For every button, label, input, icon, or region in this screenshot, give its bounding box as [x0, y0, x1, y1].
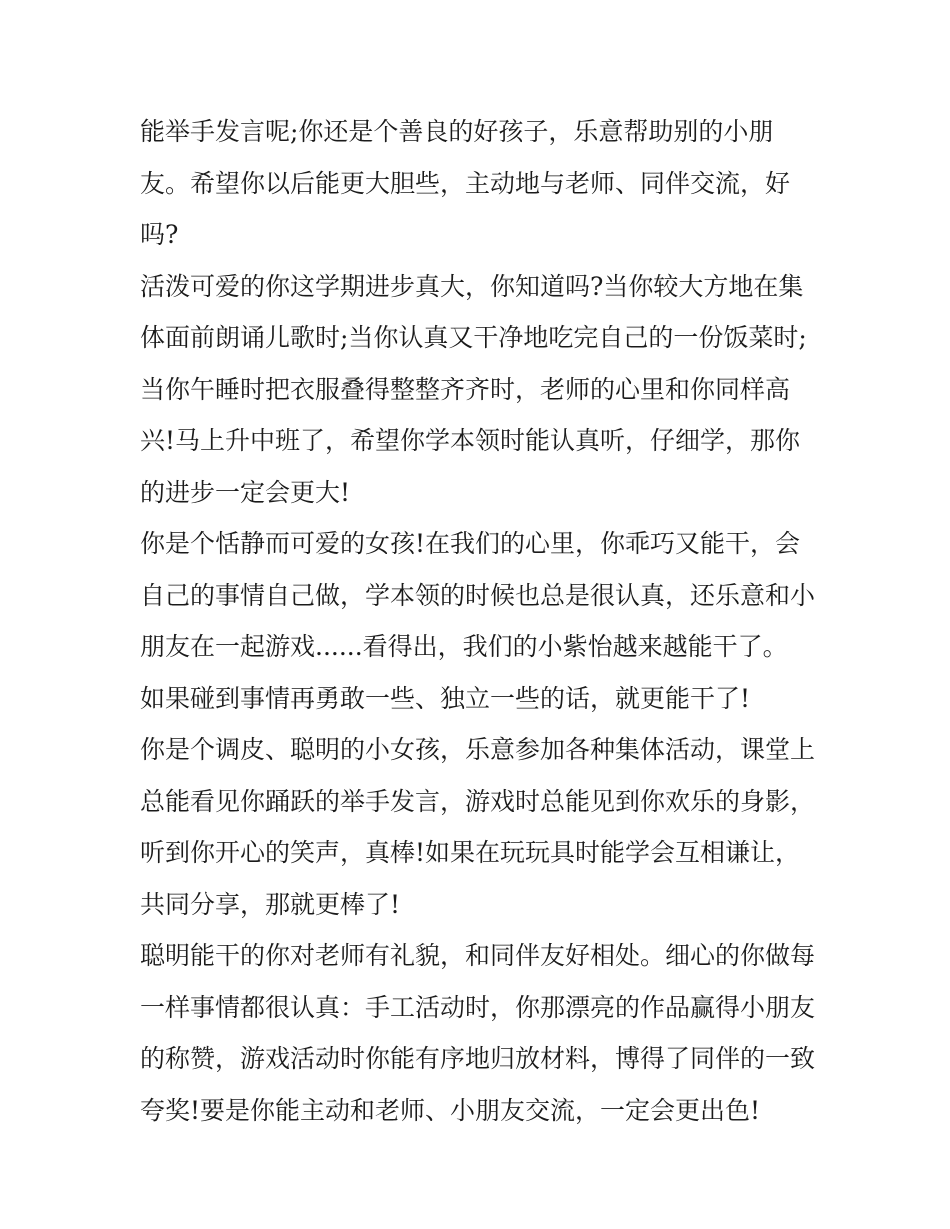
- text-line: 一样事情都很认真：手工活动时，你那漂亮的作品赢得小朋友: [140, 992, 816, 1022]
- text-line: 的进步一定会更大!: [140, 477, 351, 507]
- text-line: 兴!马上升中班了，希望你学本领时能认真听，仔细学，那你: [140, 426, 801, 455]
- text-line: 活泼可爱的你这学期进步真大，你知道吗?当你较大方地在集: [140, 271, 804, 301]
- text-line: 夸奖!要是你能主动和老师、小朋友交流，一定会更出色!: [140, 1095, 761, 1125]
- text-line: 体面前朗诵儿歌时;当你认真又干净地吃完自己的一份饭菜时;: [140, 323, 807, 352]
- text-line: 如果碰到事情再勇敢一些、独立一些的话，就更能干了!: [140, 683, 751, 713]
- text-line: 能举手发言呢;你还是个善良的好孩子，乐意帮助别的小朋: [140, 117, 774, 146]
- text-line: 总能看见你踊跃的举手发言，游戏时总能见到你欢乐的身影，: [140, 786, 816, 816]
- text-line: 你是个恬静而可爱的女孩!在我们的心里，你乖巧又能干，会: [140, 529, 801, 558]
- text-line: 你是个调皮、聪明的小女孩，乐意参加各种集体活动，课堂上: [140, 735, 816, 764]
- text-line: 当你午睡时把衣服叠得整整齐齐时，老师的心里和你同样高: [140, 374, 791, 404]
- text-line: 自己的事情自己做，学本领的时候也总是很认真，还乐意和小: [140, 580, 816, 610]
- text-line: 共同分享，那就更棒了!: [140, 889, 401, 919]
- text-line: 吗?: [140, 220, 179, 249]
- text-line: 友。希望你以后能更大胆些，主动地与老师、同伴交流，好: [140, 168, 791, 198]
- text-line: 朋友在一起游戏......看得出，我们的小紫怡越来越能干了。: [140, 632, 788, 661]
- body-text: [140, 106, 830, 1136]
- text-line: 聪明能干的你对老师有礼貌，和同伴友好相处。细心的你做每: [140, 941, 816, 970]
- text-line: 听到你开心的笑声，真棒!如果在玩玩具时能学会互相谦让，: [140, 838, 801, 867]
- text-line: 的称赞，游戏活动时你能有序地归放材料，博得了同伴的一致: [140, 1044, 816, 1073]
